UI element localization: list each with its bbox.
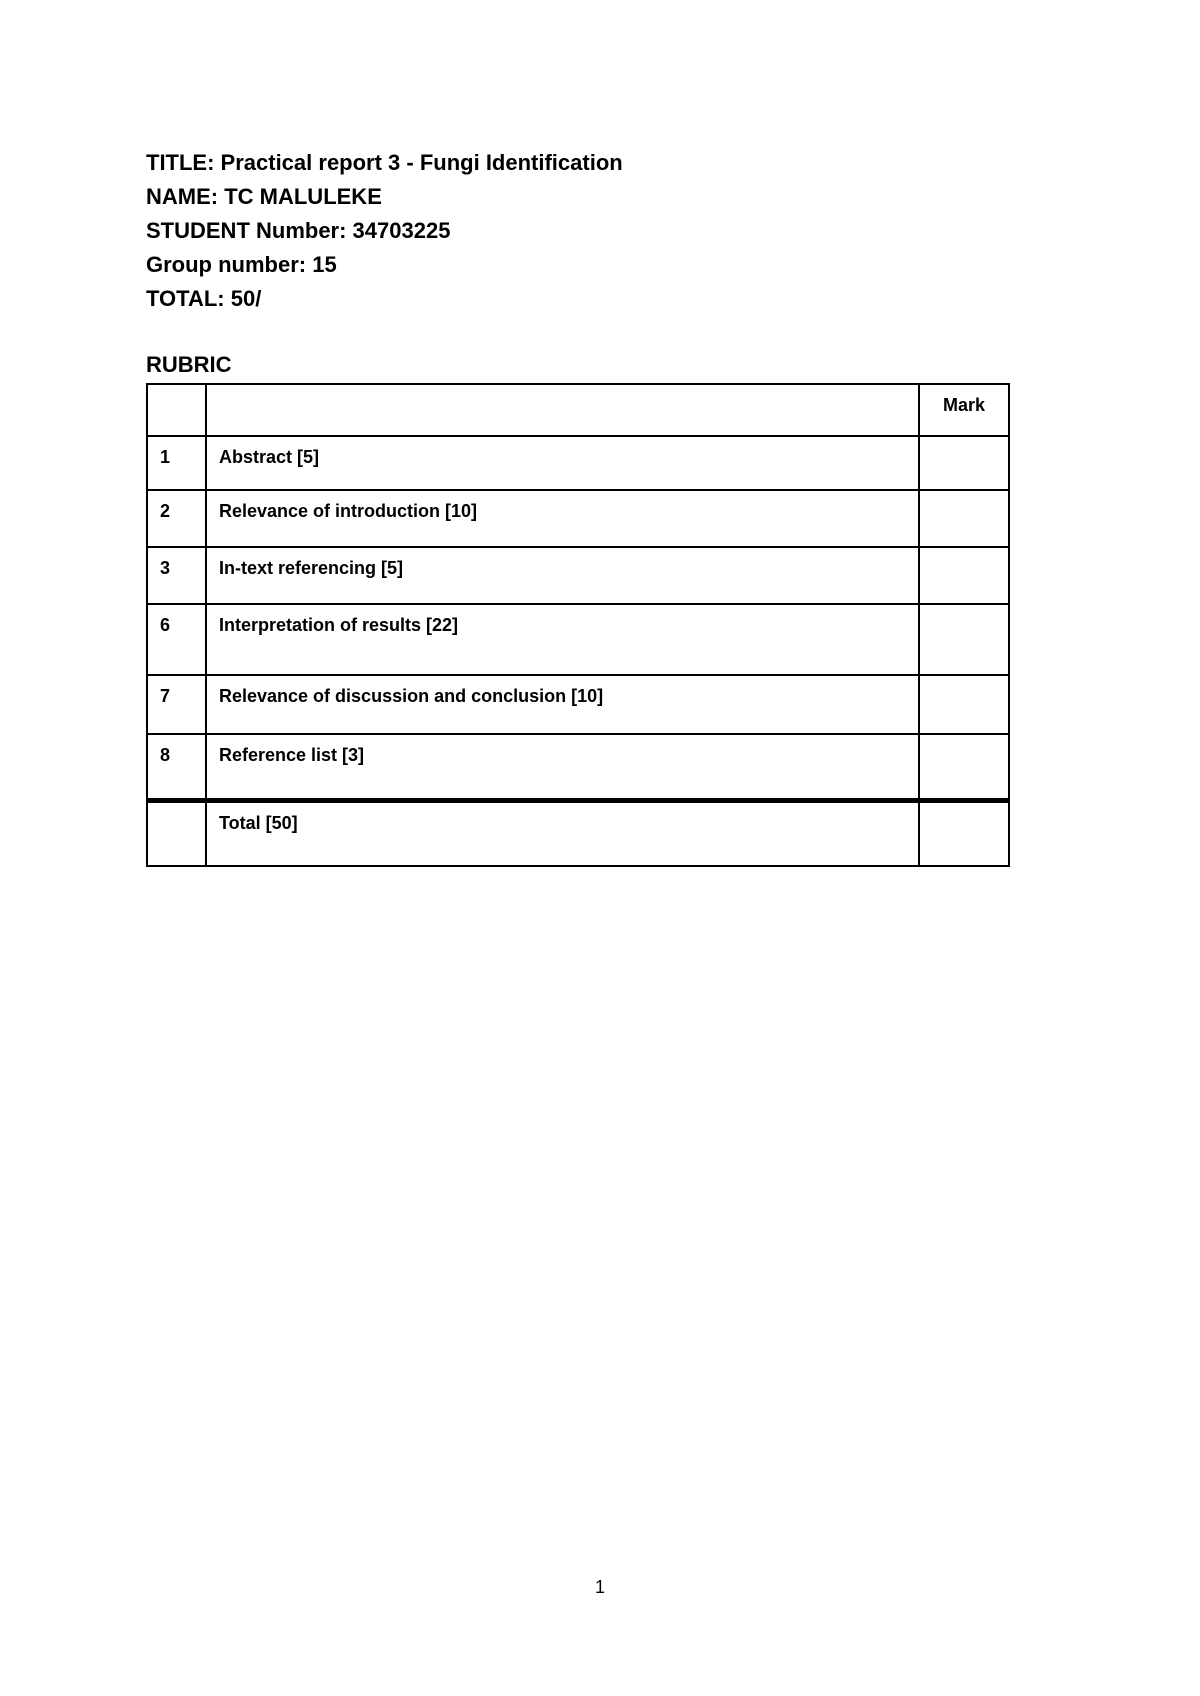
row-number: 6 <box>147 604 206 675</box>
total-label: Total [50] <box>206 800 919 866</box>
table-row <box>147 436 1009 490</box>
header-number-cell <box>147 384 206 436</box>
student-number: STUDENT Number: 34703225 <box>146 218 451 243</box>
table-row <box>147 490 1009 547</box>
row-number: 3 <box>147 547 206 604</box>
table-row <box>147 734 1009 800</box>
row-criterion: Relevance of introduction [10] <box>206 490 919 547</box>
row-mark-cell <box>919 547 1009 604</box>
row-criterion: Interpretation of results [22] <box>206 604 919 675</box>
table-header-row <box>147 384 1009 436</box>
row-mark-cell <box>919 490 1009 547</box>
row-mark-cell <box>919 675 1009 734</box>
rubric-heading: RUBRIC <box>146 352 232 377</box>
row-criterion: Relevance of discussion and conclusion [10] <box>206 675 919 734</box>
mark-column-header: Mark <box>919 384 1009 436</box>
row-mark-cell <box>919 734 1009 800</box>
total-mark-cell <box>919 800 1009 866</box>
row-criterion: Reference list [3] <box>206 734 919 800</box>
student-name: NAME: TC MALULEKE <box>146 184 382 209</box>
total-number-cell <box>147 800 206 866</box>
row-number: 7 <box>147 675 206 734</box>
total-row <box>147 800 1009 866</box>
row-number: 8 <box>147 734 206 800</box>
page-number: 1 <box>594 1577 605 1597</box>
rubric-table <box>146 383 1010 867</box>
row-criterion: In-text referencing [5] <box>206 547 919 604</box>
header-item-cell <box>206 384 919 436</box>
table-row <box>147 604 1009 675</box>
row-number: 1 <box>147 436 206 490</box>
row-criterion: Abstract [5] <box>206 436 919 490</box>
row-mark-cell <box>919 436 1009 490</box>
total-score: TOTAL: 50/ <box>146 286 262 311</box>
table-row <box>147 547 1009 604</box>
row-mark-cell <box>919 604 1009 675</box>
row-number: 2 <box>147 490 206 547</box>
table-row <box>147 675 1009 734</box>
group-number: Group number: 15 <box>146 252 337 277</box>
document-header <box>146 146 623 316</box>
report-title: TITLE: Practical report 3 - Fungi Identification <box>146 150 623 175</box>
